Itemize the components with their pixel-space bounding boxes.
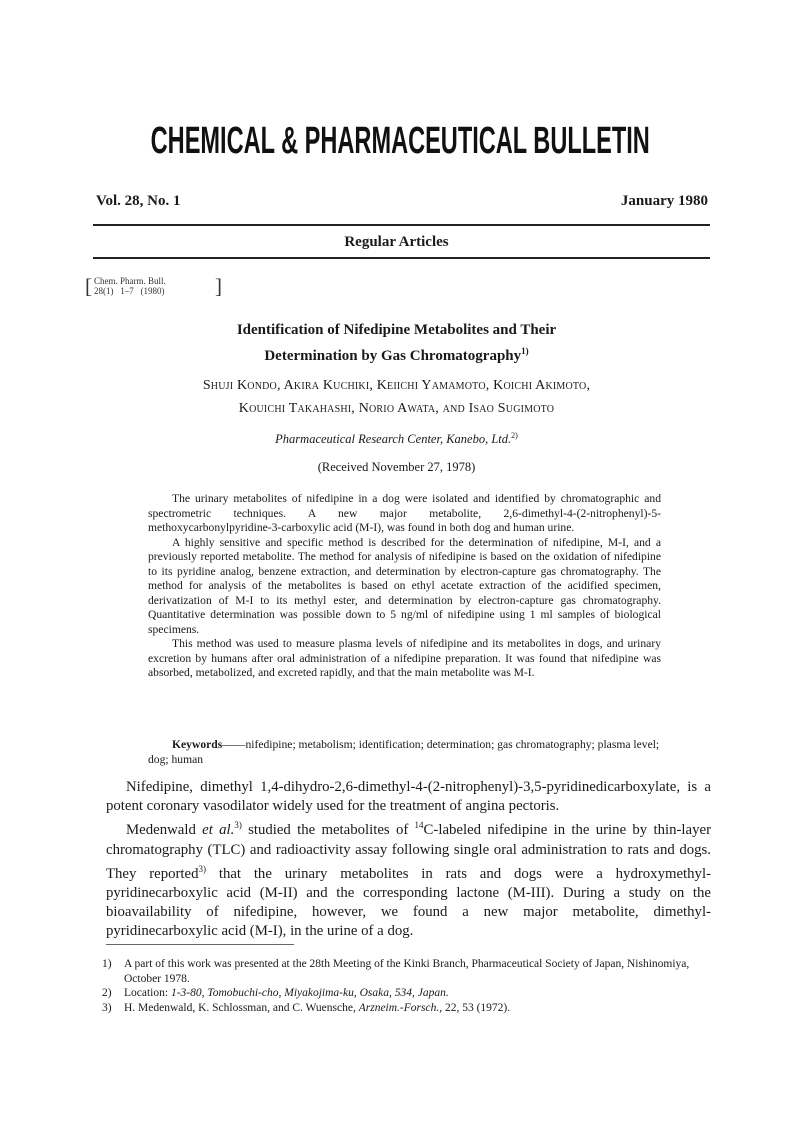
issue-date: January 1980	[620, 193, 708, 209]
footnote-authors: H. Medenwald, K. Schlossman, and C. Wuensche,	[124, 1001, 359, 1014]
footnote-1	[102, 957, 714, 986]
body-text-span: Medenwald	[126, 822, 203, 839]
header-rule-top	[93, 224, 710, 226]
citation-journal: Chem. Pharm. Bull.	[94, 276, 166, 286]
footnote-ref-1: 1)	[521, 346, 529, 356]
authors-line1: Shuji Kondo, Akira Kuchiki, Keiichi Yamamoto, Koichi Akimoto,	[202, 378, 591, 393]
footnote-number: 2)	[102, 987, 112, 1000]
footnote-2	[102, 986, 714, 1001]
footnote-3	[102, 1001, 714, 1016]
citation-bracket-right: ]	[215, 274, 222, 298]
affiliation	[0, 431, 793, 447]
abstract-paragraph: This method was used to measure plasma levels of nifedipine and its metabolites in dogs, and urinary excretion by humans after oral administration of a nifedipine preparation. It was found that nifedipine was absorbed, metabolized, and excreted rapidly, and that the main metabolite was M-I.	[148, 637, 661, 679]
affiliation-text: Pharmaceutical Research Center, Kanebo, Ltd.	[275, 432, 512, 447]
article-title-line2-text: Determination by Gas Chromatography	[264, 348, 522, 364]
keywords-dash: ——	[222, 738, 246, 751]
footnote-rule	[106, 944, 294, 945]
body-text-span: studied the metabolites of	[241, 822, 415, 839]
section-label: Regular Articles	[344, 234, 449, 250]
abstract	[148, 492, 661, 681]
authors-line2: Kouichi Takahashi, Norio Awata, and Isao Sugimoto	[238, 401, 555, 416]
footnote-label: Location:	[124, 987, 171, 1000]
body-paragraph	[106, 816, 711, 941]
footnote-journal: Arzneim.-Forsch.	[358, 1001, 440, 1014]
isotope-superscript: 14	[414, 820, 424, 831]
abstract-paragraph: The urinary metabolites of nifedipine in a dog were isolated and identified by chromatographic and spectrometric techniques. A new major metabolite, 2,6-dimethyl-4-(2-nitrophenyl)-5-methoxycarbonylpyridine-3-carboxylic acid (M-I), was found in both dog and human urine.	[148, 492, 661, 534]
citation-volume-pages: 28(1) 1–7 (1980)	[94, 286, 165, 296]
article-title	[0, 320, 793, 367]
citation-bracket-left: [	[85, 274, 92, 298]
footnote-number: 1)	[102, 958, 112, 970]
footnotes	[102, 957, 714, 1015]
footnote-text: A part of this work was presented at the 28th Meeting of the Kinki Branch, Pharmaceutical Society of Japan, Nishinomiya, October 1978.	[124, 958, 690, 985]
et-al: et al.	[202, 822, 235, 839]
footnote-text: 1-3-80, Tomobuchi-cho, Miyakojima-ku, Osaka, 534, Japan.	[170, 987, 449, 1000]
journal-title: CHEMICAL & PHARMACEUTICAL BULLETIN	[150, 120, 650, 162]
footnote-ref-3: 3)	[198, 863, 207, 874]
author-list	[0, 374, 793, 420]
article-title-line1: Identification of Nifedipine Metabolites and Their	[236, 322, 557, 338]
article-title-line2	[0, 341, 793, 367]
footnote-text: , 22, 53 (1972).	[439, 1001, 511, 1014]
keywords-text: nifedipine; metabolism; identification; determination; gas chromatography; plasma level; dog; human	[148, 738, 660, 766]
abstract-paragraph: A highly sensitive and specific method is described for the determination of nifedipine, M-I, and a previously reported metabolite. The method for analysis of nifedipine is based on the oxidation of nifedipine to its pyridine analog, benzene extraction, and determination by electron-capture gas chromatography. The method for analysis of the metabolites is based on ethyl acetate extraction of the acidified specimen, derivatization of M-I to its methyl ester, and determination by electron-capture gas chromatography. Quantitative determination was possible down to 5 ng/ml of nifedipine using 1 ml samples of biological specimens.	[148, 535, 661, 636]
footnote-ref-2: 2)	[511, 431, 518, 440]
body-text	[106, 778, 711, 941]
keywords	[148, 737, 661, 767]
body-text-span: that the urinary metabolites in rats and dogs were a hydroxymethyl-pyridinecarboxylic acid (M-II) and the corresponding lactone (M-III). During a study on the bioavailability of nifedipine, however, we found a new major metabolite, dimethyl-pyridinecarboxylic acid (M-I), in the urine of a dog.	[106, 865, 711, 940]
received-date: (Received November 27, 1978)	[317, 460, 476, 474]
footnote-ref-3: 3)	[234, 820, 242, 831]
body-text-span: C-labeled nifedipine in the urine by thin-layer chromatography (TLC) and radioactivity assay following single oral administration to rats and dogs. They reported	[106, 822, 712, 882]
volume-issue: Vol. 28, No. 1	[96, 193, 181, 209]
keywords-label: Keywords	[172, 738, 223, 751]
footnote-number: 3)	[102, 1001, 112, 1014]
header-rule-bottom	[93, 257, 710, 259]
body-paragraph: Nifedipine, dimethyl 1,4-dihydro-2,6-dimethyl-4-(2-nitrophenyl)-3,5-pyridinedicarboxylate, is a potent coronary vasodilator widely used for the treatment of angina pectoris.	[106, 779, 711, 815]
citation-box	[85, 274, 222, 298]
